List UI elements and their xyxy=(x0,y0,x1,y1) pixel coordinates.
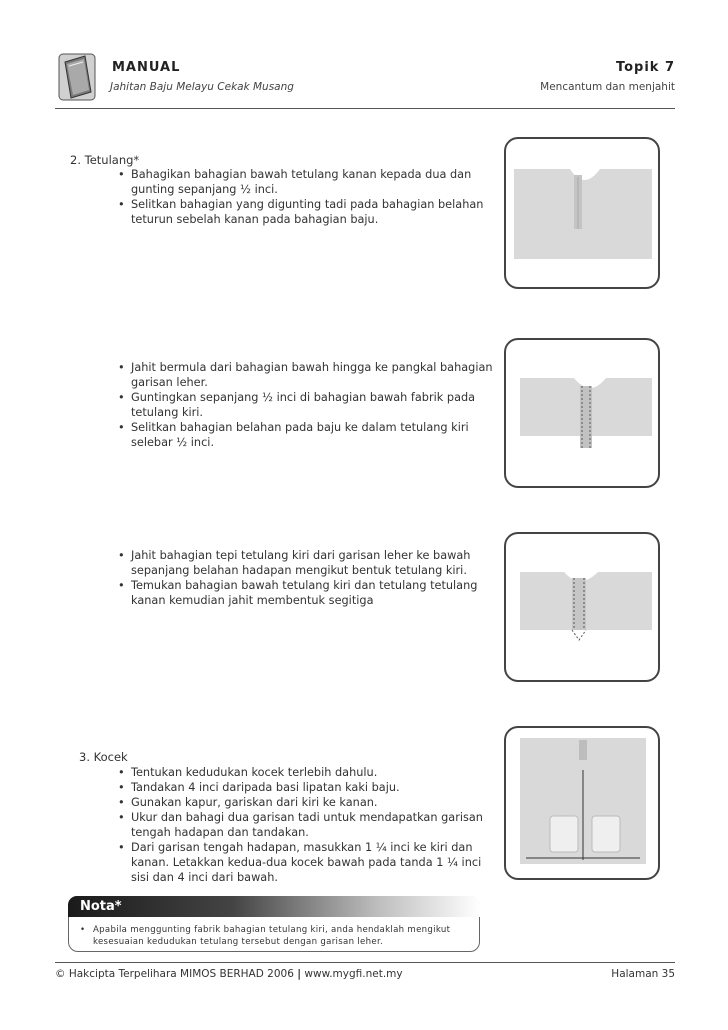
website-link[interactable]: www.mygfi.net.my xyxy=(304,968,403,980)
copyright-text: © Hakcipta Terpelihara MIMOS BERHAD 2006 xyxy=(55,968,294,980)
topic-title: Topik 7 xyxy=(615,60,675,75)
list-item: • Dari garisan tengah hadapan, masukkan 1 ¼ inci ke kiri dan kanan. Letakkan kedua-dua kocek bawah pada tanda 1 ¼ inci sisi dan 4 inci dari bawah. xyxy=(118,840,493,885)
footer-divider xyxy=(55,962,675,963)
illustration-frame-tetulang-1 xyxy=(504,137,660,289)
tetulang-triangle-illustration xyxy=(506,534,658,680)
list-item: • Tandakan 4 inci daripada basi lipatan kaki baju. xyxy=(118,780,493,795)
illustration-frame-tetulang-3 xyxy=(504,532,660,682)
list-item: • Jahit bahagian tepi tetulang kiri dari garisan leher ke bawah sepanjang belahan hadapan mengikut bentuk tetulang kiri. xyxy=(118,548,493,578)
tetulang-cut-illustration xyxy=(506,139,658,287)
section-title-kocek: 3. Kocek xyxy=(79,750,128,764)
illustration-frame-tetulang-2 xyxy=(504,338,660,488)
header-divider xyxy=(55,108,675,109)
list-item: • Tentukan kedudukan kocek terlebih dahulu. xyxy=(118,765,493,780)
footer-credits xyxy=(55,968,403,980)
page-number: Halaman 35 xyxy=(611,968,675,980)
tetulang-steps-2 xyxy=(118,360,493,450)
list-item: • Ukur dan bahagi dua garisan tadi untuk mendapatkan garisan tengah hadapan dan tandakan. xyxy=(118,810,493,840)
kocek-steps xyxy=(118,765,493,885)
nota-label: Nota* xyxy=(80,899,122,914)
nota-header-bar xyxy=(68,896,480,917)
footer-separator: | xyxy=(297,968,302,980)
list-item: • Gunakan kapur, gariskan dari kiri ke kanan. xyxy=(118,795,493,810)
book-icon xyxy=(55,52,101,102)
list-item: • Selitkan bahagian yang digunting tadi pada bahagian belahan teturun sebelah kanan pada bahagian baju. xyxy=(118,197,488,227)
list-item: • Bahagikan bahagian bawah tetulang kanan kepada dua dan gunting sepanjang ½ inci. xyxy=(118,167,488,197)
tetulang-steps-3 xyxy=(118,548,493,608)
header-subtitle: Jahitan Baju Melayu Cekak Musang xyxy=(110,81,294,93)
list-item: • Selitkan bahagian belahan pada baju ke dalam tetulang kiri selebar ½ inci. xyxy=(118,420,493,450)
topic-subtitle: Mencantum dan menjahit xyxy=(540,81,675,93)
section-title-tetulang: 2. Tetulang* xyxy=(70,153,140,167)
nota-text: • Apabila menggunting fabrik bahagian tetulang kiri, anda hendaklah mengikut kesesuaian kedudukan tetulang tersebut dengan garisan leher. xyxy=(80,924,475,948)
header-title: MANUAL xyxy=(112,60,181,75)
nota-list xyxy=(80,924,475,948)
list-item: • Jahit bermula dari bahagian bawah hingga ke pangkal bahagian garisan leher. xyxy=(118,360,493,390)
tetulang-steps-1 xyxy=(118,167,488,227)
list-item: • Temukan bahagian bawah tetulang kiri dan tetulang tetulang kanan kemudian jahit membentuk segitiga xyxy=(118,578,493,608)
illustration-frame-kocek xyxy=(504,726,660,880)
list-item: • Guntingkan sepanjang ½ inci di bahagian bawah fabrik pada tetulang kiri. xyxy=(118,390,493,420)
kocek-position-illustration xyxy=(506,728,658,878)
tetulang-stitch-illustration xyxy=(506,340,658,486)
